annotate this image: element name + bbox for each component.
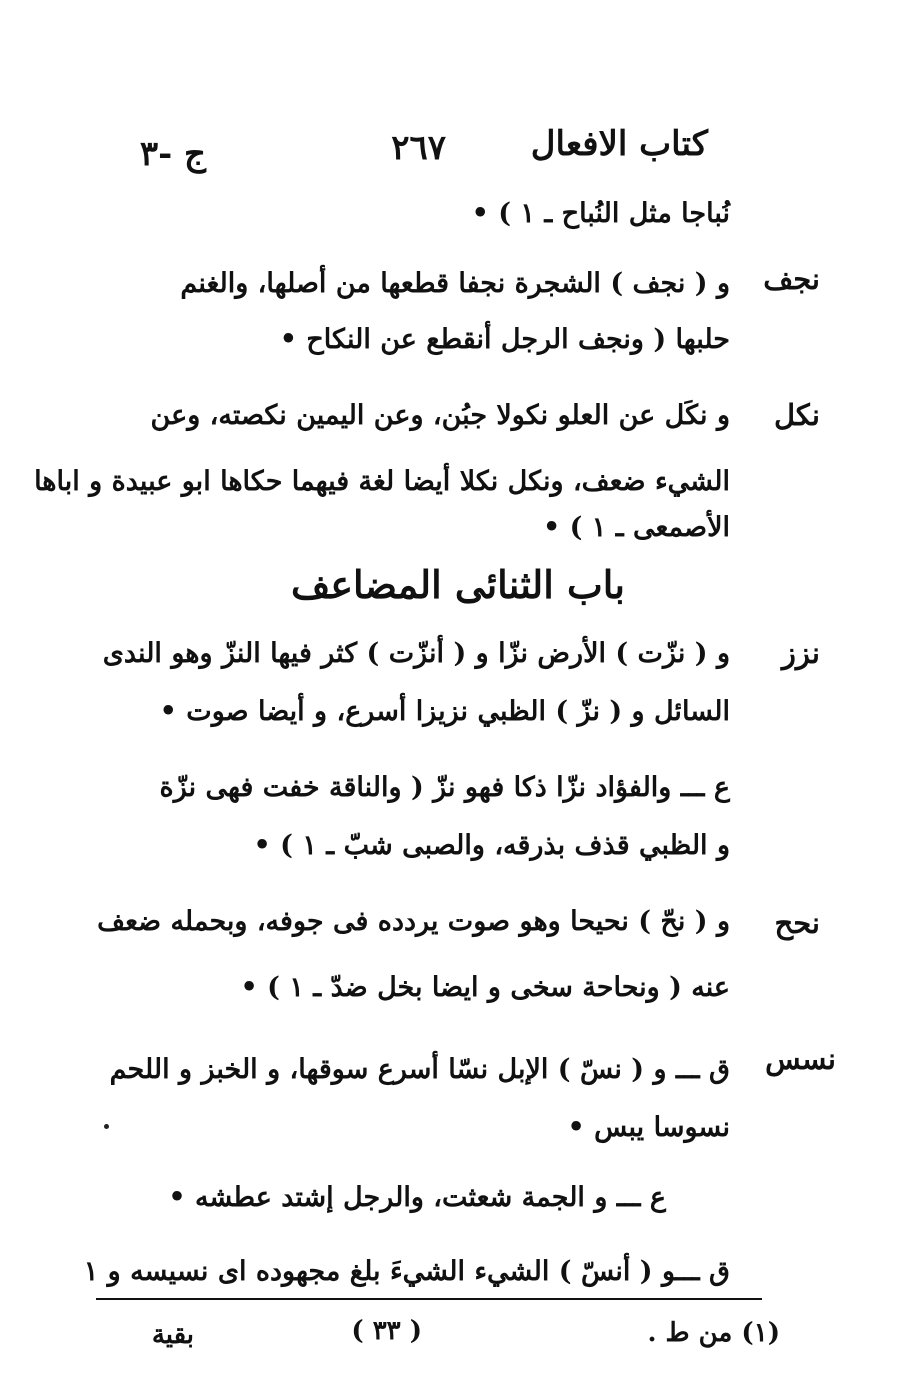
text-line: نسوسا يبس • (567, 1112, 730, 1143)
text-line: ع ـــ والفؤاد نزّا ذكا فهو نزّ ( والناقة خفت فهى نزّة (159, 772, 730, 803)
text-line: و الظبي قذف بذرقه، والصبى شبّ ـ ١ ) • (253, 830, 730, 861)
margin-root-nass: نسس (765, 1042, 836, 1076)
text-line: و ( نجف ) الشجرة نجفا قطعها من أصلها، والغنم (180, 268, 730, 299)
footnote: (١) من ط . (647, 1318, 780, 1348)
text-line: السائل و ( نزّ ) الظبي نزيزا أسرع، و أيضا صوت • (159, 696, 730, 727)
footer-rule (96, 1298, 762, 1300)
footer-remainder-word: بقية (151, 1320, 194, 1350)
text-line: و نكَل عن العلو نكولا جبُن، وعن اليمين نكصته، وعن (150, 400, 730, 431)
text-line: الشيء ضعف، ونكل نكلا أيضا لغة فيهما حكاها ابو عبيدة و اباها (34, 466, 730, 497)
page-number: ٢٦٧ (391, 128, 446, 168)
book-title: كتاب الافعال (530, 124, 708, 164)
margin-root-nahh: نحح (774, 906, 820, 940)
text-line: نُباجا مثل النُباح ـ ١ ) • (471, 198, 730, 229)
text-line: و ( نزّت ) الأرض نزّا و ( أنزّت ) كثر فيها النزّ وهو الندى (102, 638, 730, 669)
volume-label: ج -٣ (139, 134, 206, 174)
text-line: و ( نحّ ) نحيحا وهو صوت يردده فى جوفه، وبحمله ضعف (97, 906, 730, 937)
text-line: الأصمعى ـ ١ ) • (542, 512, 730, 543)
text-line: عنه ( ونحاحة سخى و ايضا بخل ضدّ ـ ١ ) • (240, 972, 730, 1003)
margin-root-najaf: نجف (763, 262, 820, 296)
ink-speck (104, 1124, 109, 1129)
section-title: باب الثنائى المضاعف (291, 562, 625, 607)
text-line: ق ـــو ( أنسّ ) الشيء الشيءَ بلغ مجهوده اى نسيسه و ١ (83, 1256, 730, 1287)
margin-root-nazz: نزز (781, 636, 820, 670)
margin-root-nakal: نكل (773, 398, 820, 432)
text-line: ع ـــ و الجمة شعثت، والرجل إشتد عطشه • (168, 1182, 666, 1213)
footer-page-marker: ( ٣٣ ) (351, 1316, 422, 1346)
text-line: حلبها ( ونجف الرجل أنقطع عن النكاح • (279, 324, 730, 355)
text-line: ق ـــ و ( نسّ ) الإبل نسّا أسرع سوقها، و الخبز و اللحم (109, 1054, 730, 1085)
